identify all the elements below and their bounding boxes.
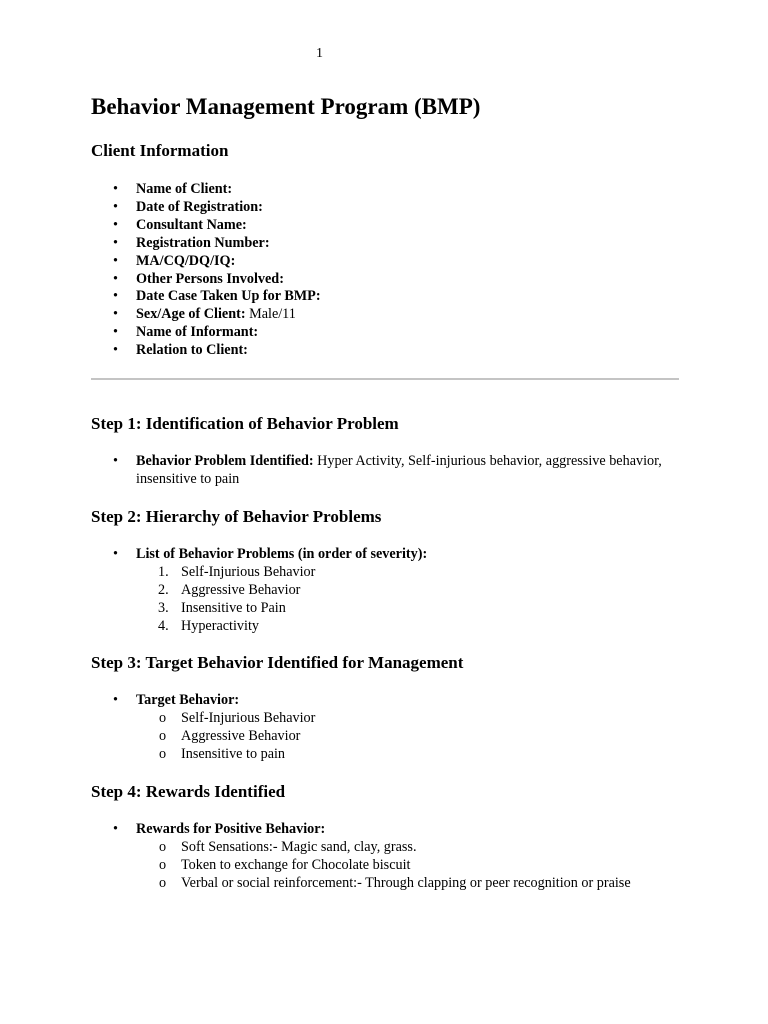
client-information-section xyxy=(91,140,679,360)
rewards-list xyxy=(136,839,679,893)
field-label: Consultant Name: xyxy=(136,216,247,233)
step4-section xyxy=(91,781,679,893)
client-information-heading: Client Information xyxy=(91,141,229,160)
item-text: Insensitive to Pain xyxy=(181,599,286,616)
step2-section xyxy=(91,506,679,636)
field-label: Other Persons Involved: xyxy=(136,270,284,287)
field-label: Behavior Problem Identified: xyxy=(136,453,314,470)
client-info-item xyxy=(91,306,679,324)
field-value: Hyper Activity, Self-injurious behavior, aggressive behavior, insensitive to pain xyxy=(136,453,662,487)
field-label: Date of Registration: xyxy=(136,198,263,215)
item-number: 1. xyxy=(158,563,169,580)
list-item: o Verbal or social reinforcement:- Through clapping or peer recognition or praise xyxy=(136,875,679,893)
field-label: Date Case Taken Up for BMP: xyxy=(136,288,321,305)
field-label: Target Behavior: xyxy=(136,692,240,709)
client-info-item xyxy=(91,217,679,235)
item-text: Hyperactivity xyxy=(181,617,260,634)
field-label: Relation to Client: xyxy=(136,342,248,359)
field-label: Name of Informant: xyxy=(136,324,259,341)
document-title: Behavior Management Program (BMP) xyxy=(91,94,481,119)
section-divider xyxy=(91,378,679,380)
field-label: List of Behavior Problems (in order of severity): xyxy=(136,545,428,562)
client-information-list xyxy=(91,181,679,360)
list-item: o Aggressive Behavior xyxy=(136,728,679,746)
item-text: Aggressive Behavior xyxy=(181,581,301,598)
client-info-item xyxy=(91,271,679,289)
list-item xyxy=(136,600,679,618)
client-info-item xyxy=(91,342,679,360)
client-info-item xyxy=(91,324,679,342)
item-number: 3. xyxy=(158,599,169,616)
list-item xyxy=(136,564,679,582)
field-label: MA/CQ/DQ/IQ: xyxy=(136,252,236,269)
step3-heading: Step 3: Target Behavior Identified for Management xyxy=(91,653,464,673)
page-number: 1 xyxy=(316,46,323,61)
behavior-problem-ordered-list xyxy=(136,564,679,636)
step1-item xyxy=(91,453,679,489)
step1-heading: Step 1: Identification of Behavior Problem xyxy=(91,414,399,434)
client-info-item xyxy=(91,253,679,271)
list-item: o Token to exchange for Chocolate biscuit xyxy=(136,857,679,875)
field-label: Sex/Age of Client: xyxy=(136,306,246,323)
list-item xyxy=(136,618,679,636)
step3-list xyxy=(91,692,679,764)
step4-list xyxy=(91,821,679,893)
target-behavior-list xyxy=(136,710,679,764)
field-label: Registration Number: xyxy=(136,234,270,251)
list-item xyxy=(136,582,679,600)
item-text: Self-Injurious Behavior xyxy=(181,563,316,580)
step2-heading: Step 2: Hierarchy of Behavior Problems xyxy=(91,506,382,526)
field-label: Name of Client: xyxy=(136,181,233,197)
step1-section xyxy=(91,413,679,489)
step2-item xyxy=(91,546,679,636)
field-label: Rewards for Positive Behavior: xyxy=(136,821,326,838)
item-number: 2. xyxy=(158,581,169,598)
list-item: o Self-Injurious Behavior xyxy=(136,710,679,728)
document-body xyxy=(91,92,679,910)
client-info-item xyxy=(91,181,679,199)
client-info-item xyxy=(91,235,679,253)
step4-heading: Step 4: Rewards Identified xyxy=(91,782,286,802)
client-info-item xyxy=(91,288,679,306)
list-item: o Insensitive to pain xyxy=(136,746,679,764)
item-number: 4. xyxy=(158,617,169,634)
step3-section xyxy=(91,652,679,764)
step2-list xyxy=(91,546,679,636)
client-info-item xyxy=(91,199,679,217)
step4-item xyxy=(91,821,679,893)
field-value: Male/11 xyxy=(249,306,296,323)
step3-item xyxy=(91,692,679,764)
list-item: o Soft Sensations:- Magic sand, clay, grass. xyxy=(136,839,679,857)
step1-list xyxy=(91,453,679,489)
